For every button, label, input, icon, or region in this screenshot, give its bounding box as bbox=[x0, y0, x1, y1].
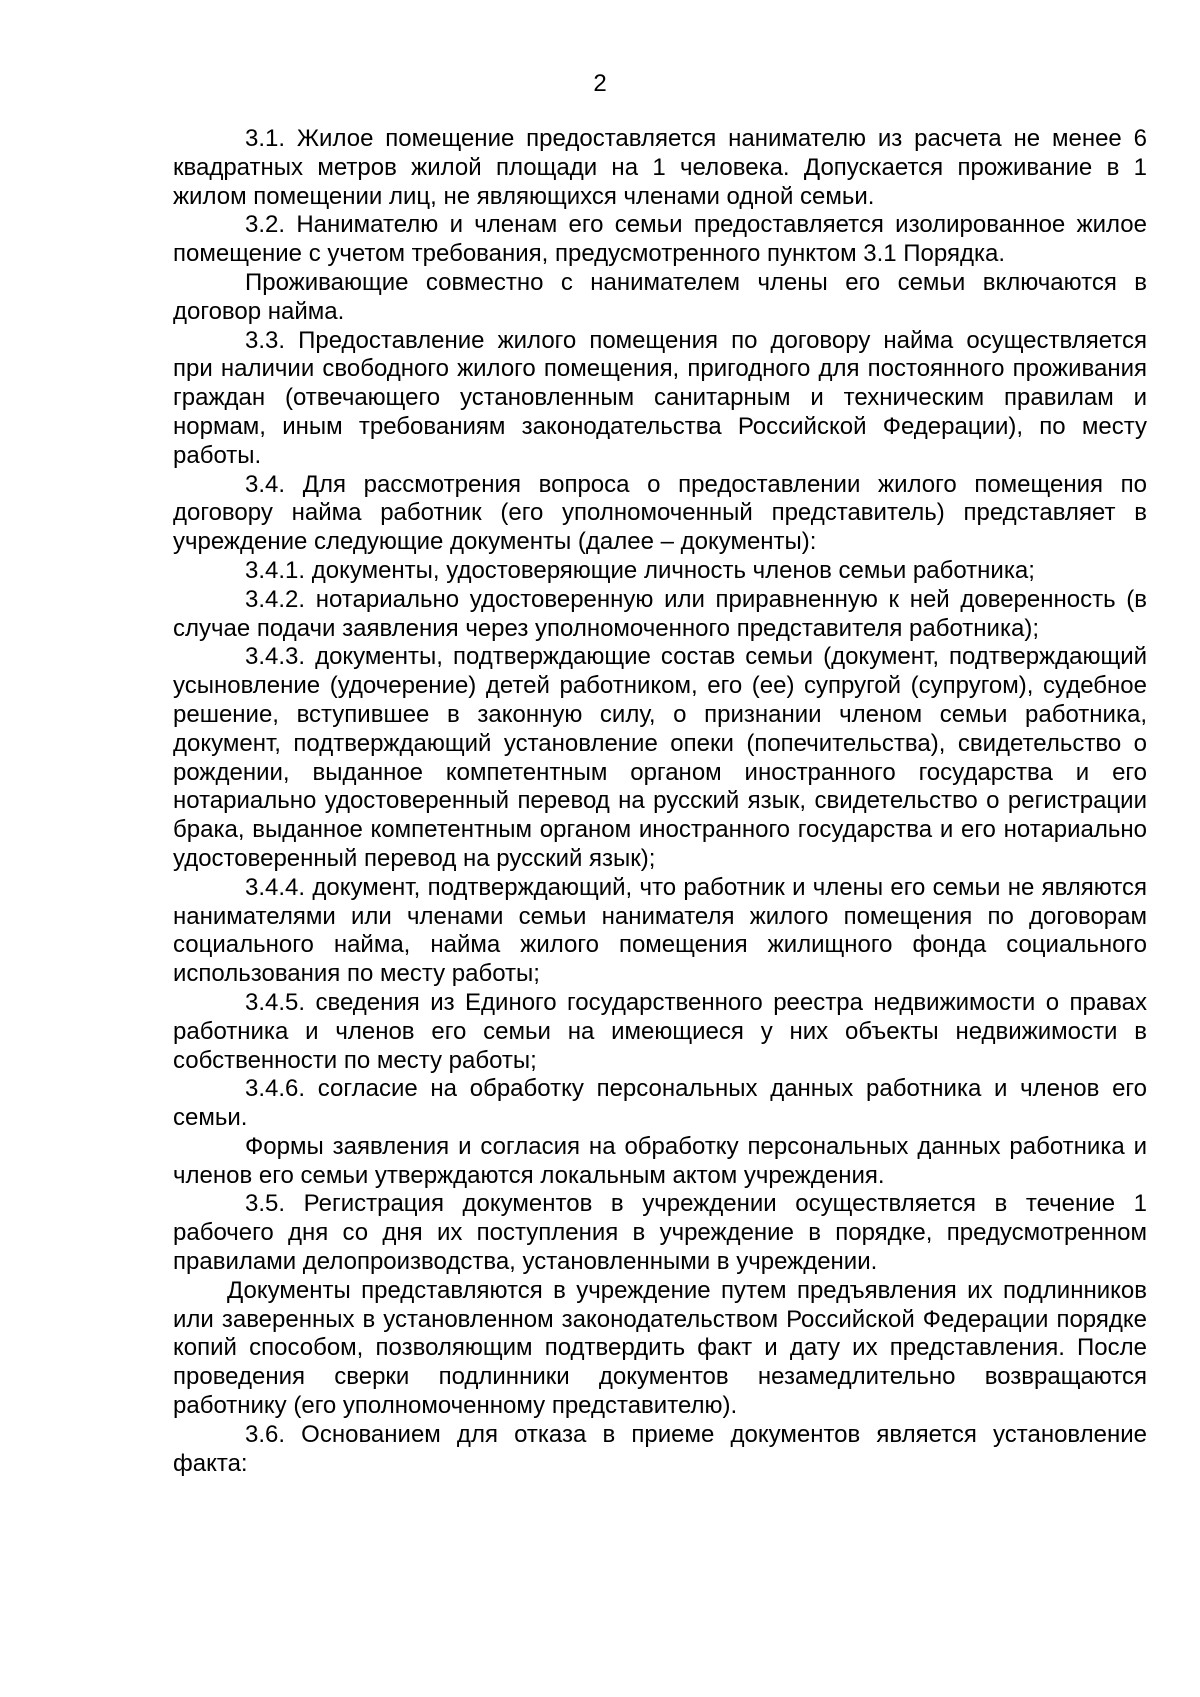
paragraph-family-members: Проживающие совместно с нанимателем члены его семьи включаются в договор найма. bbox=[173, 268, 1147, 325]
paragraph-3-4-5: 3.4.5. сведения из Единого государственного реестра недвижимости о правах работника и членов его семьи на имеющиеся у них объекты недвижимости в собственности по месту работы; bbox=[173, 988, 1147, 1074]
paragraph-3-3: 3.3. Предоставление жилого помещения по договору найма осуществляется при наличии свободного жилого помещения, пригодного для постоянного проживания граждан (отвечающего установленным санитарным и техническим правилам и нормам, иным требованиям законодательства Российской Федерации), по месту работы. bbox=[173, 326, 1147, 469]
paragraph-3-2: 3.2. Нанимателю и членам его семьи предоставляется изолированное жилое помещение с учетом требования, предусмотренного пунктом 3.1 Порядка. bbox=[173, 211, 1147, 268]
paragraph-3-4-1: 3.4.1. документы, удостоверяющие личность членов семьи работника; bbox=[245, 556, 1035, 584]
paragraph-3-4-6: 3.4.6. согласие на обработку персональных данных работника и членов его семьи. bbox=[173, 1075, 1147, 1132]
paragraph-forms: Формы заявления и согласия на обработку персональных данных работника и членов его семьи утверждаются локальным актом учреждения. bbox=[173, 1132, 1147, 1189]
paragraph-documents-submission: Документы представляются в учреждение путем предъявления их подлинников или заверенных в установленном законодательством Российской Федерации порядке копий способом, позволяющим подтвердить факт и дату их представления. После проведения сверки подлинники документов незамедлительно возвращаются работнику (его уполномоченному представителю). bbox=[173, 1276, 1147, 1420]
document-body bbox=[173, 125, 1147, 1478]
paragraph-3-4-3: 3.4.3. документы, подтверждающие состав семьи (документ, подтверждающий усыновление (удочерение) детей работником, его (ее) супругой (супругом), судебное решение, вступившее в законную силу, о признании членом семьи работника, документ, подтверждающий установление опеки (попечительства), свидетельство о рождении, выданное компетентным органом иностранного государства и его нотариально удостоверенный перевод на русский язык, свидетельство о регистрации брака, выданное компетентным органом иностранного государства и его нотариально удостоверенный перевод на русский язык); bbox=[173, 643, 1147, 872]
page-number: 2 bbox=[593, 70, 607, 97]
paragraph-3-4-4: 3.4.4. документ, подтверждающий, что работник и члены его семьи не являются нанимателями или членами семьи нанимателя жилого помещения по договорам социального найма, найма жилого помещения жилищного фонда социального использования по месту работы; bbox=[173, 873, 1147, 988]
paragraph-3-6: 3.6. Основанием для отказа в приеме документов является установление факта: bbox=[173, 1420, 1147, 1477]
paragraph-3-5: 3.5. Регистрация документов в учреждении осуществляется в течение 1 рабочего дня со дня их поступления в учреждение в порядке, предусмотренном правилами делопроизводства, установленными в учреждении. bbox=[173, 1190, 1147, 1276]
paragraph-3-1: 3.1. Жилое помещение предоставляется нанимателю из расчета не менее 6 квадратных метров жилой площади на 1 человека. Допускается проживание в 1 жилом помещении лиц, не являющихся членами одной семьи. bbox=[173, 125, 1147, 210]
paragraph-3-4-2: 3.4.2. нотариально удостоверенную или приравненную к ней доверенность (в случае подачи заявления через уполномоченного представителя работника); bbox=[173, 585, 1147, 642]
paragraph-3-4: 3.4. Для рассмотрения вопроса о предоставлении жилого помещения по договору найма работник (его уполномоченный представитель) представляет в учреждение следующие документы (далее – документы): bbox=[173, 470, 1147, 556]
